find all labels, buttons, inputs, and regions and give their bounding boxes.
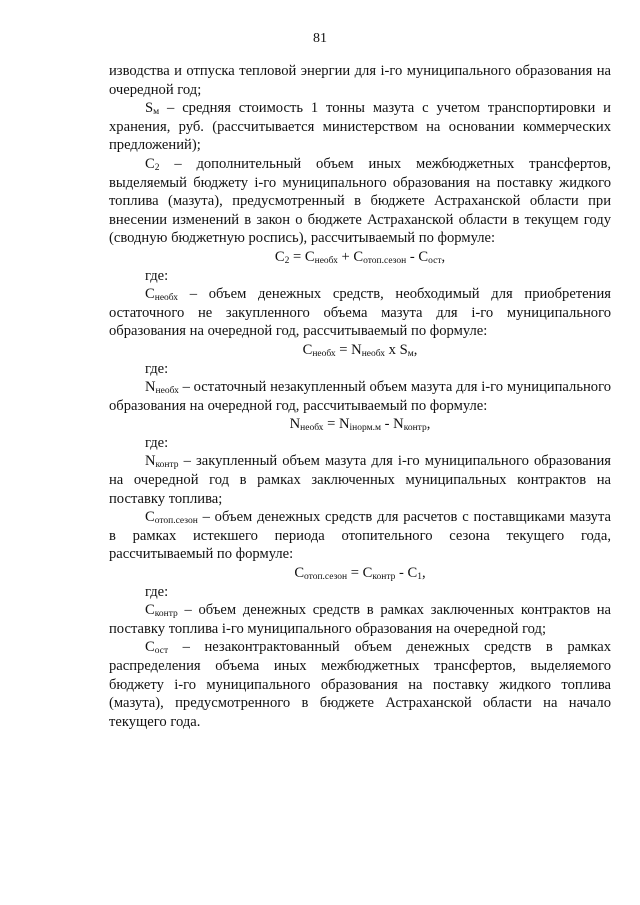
- symbol: C: [145, 639, 155, 656]
- formula-term: C: [407, 565, 418, 582]
- formula-term: C: [302, 341, 313, 358]
- formula-term: C: [304, 248, 315, 265]
- formula-subscript: 2: [284, 255, 290, 266]
- formula-subscript: необх: [314, 255, 338, 266]
- formula-nneobh: [109, 415, 611, 434]
- where-label: где:: [145, 583, 169, 600]
- symbol-subscript: контр: [155, 460, 179, 471]
- symbol: C: [145, 509, 155, 526]
- formula-subscript: необх: [361, 348, 385, 359]
- formula-operator: -: [395, 565, 408, 582]
- definition-text: – закупленный объем мазута для i-го муниципального образования на очередной год в рамках заключенных муниципальных контрактов на поставку топлива;: [109, 453, 611, 507]
- where-label: где:: [145, 360, 169, 377]
- paragraph-cost-definition: [109, 638, 611, 731]
- paragraph-sm-definition: [109, 99, 611, 155]
- symbol-subscript: контр: [154, 609, 178, 620]
- paragraph-cneobh-definition: [109, 285, 611, 341]
- formula-subscript: ост: [428, 255, 442, 266]
- formula-operator: -: [406, 248, 419, 265]
- definition-text: – объем денежных средств, необходимый для приобретения остаточного не закупленного объема мазута для i-го муниципального образования на очередной год, рассчитываемый по формуле:: [109, 286, 611, 340]
- paragraph-ckontr-definition: [109, 601, 611, 638]
- paragraph-nneobh-definition: [109, 378, 611, 415]
- definition-text: – дополнительный объем иных межбюджетных трансфертов, выделяемый бюджету i-го муниципального образования на поставку жидкого топлива (мазута), предусмотренный в бюджете Астраханской области при внесении изменений в закон о бюджете Астраханской области в текущем году (сводную бюджетную роспись), рассчитываемый по формуле:: [109, 155, 611, 247]
- paragraph-intro: изводства и отпуска тепловой энергии для i-го муниципального образования на очередной год;: [109, 63, 611, 98]
- formula-term: N: [289, 416, 301, 433]
- definition-text: – средняя стоимость 1 тонны мазута с учетом транспортировки и хранения, руб. (рассчитывается министерством на основании коммерческих предложений);: [109, 100, 611, 154]
- formula-subscript: отоп.сезон: [363, 255, 407, 266]
- definition-text: – незаконтрактованный объем денежных средств в рамках распределения объема иных межбюджетных трансфертов, выделяемого бюджету i-го муниципального образования на поставку жидкого топлива (мазута), предусмотренного в бюджете Астраханской области на начало текущего года.: [109, 639, 611, 730]
- formula-subscript: контр: [403, 423, 427, 434]
- page-number: 81: [313, 31, 327, 46]
- formula-term: C: [294, 565, 305, 582]
- formula-subscript: контр: [372, 572, 396, 583]
- symbol: C: [145, 602, 155, 619]
- formula-term: N: [351, 341, 362, 358]
- formula-operator: =: [289, 248, 305, 265]
- formula-term: C: [274, 248, 285, 265]
- formula-term: N: [338, 416, 350, 433]
- definition-text: – объем денежных средств в рамках заключенных контрактов на поставку топлива i-го муниципального образования на очередной год;: [109, 602, 611, 637]
- formula-term: N: [393, 416, 404, 433]
- formula-term: C: [362, 565, 373, 582]
- symbol-subscript: необх: [155, 386, 179, 397]
- document-body: [109, 62, 611, 731]
- formula-operator: -: [381, 416, 394, 433]
- symbol: N: [145, 379, 156, 396]
- formula-c2: [109, 248, 611, 267]
- where-label: где:: [145, 267, 169, 284]
- formula-subscript: необх: [300, 423, 324, 434]
- formula-operator: =: [335, 341, 352, 358]
- symbol: C: [145, 286, 155, 303]
- formula-operator: x: [384, 341, 400, 358]
- where-label: где:: [145, 434, 169, 451]
- symbol-subscript: ост: [154, 646, 169, 657]
- formula-operator: +: [337, 248, 354, 265]
- symbol: S: [145, 100, 154, 117]
- symbol: N: [145, 453, 156, 470]
- formula-punctuation: ,: [413, 341, 418, 358]
- formula-punctuation: ,: [422, 565, 426, 582]
- formula-term: S: [399, 341, 408, 358]
- formula-term: C: [353, 248, 364, 265]
- formula-operator: =: [323, 416, 339, 433]
- formula-punctuation: ,: [426, 416, 431, 433]
- symbol-subscript: необх: [154, 293, 179, 304]
- formula-subscript: необх: [312, 348, 336, 359]
- definition-text: – остаточный незакупленный объем мазута для i-го муниципального образования на очередной год, рассчитываемый по формуле:: [109, 379, 611, 414]
- symbol-subscript: м: [153, 107, 160, 118]
- formula-subscript: 1: [417, 572, 423, 583]
- formula-punctuation: ,: [441, 248, 446, 265]
- symbol: C: [145, 155, 155, 172]
- formula-subscript: м: [407, 348, 414, 359]
- formula-cneobh: [109, 341, 611, 360]
- symbol-subscript: 2: [154, 162, 160, 173]
- definition-text: – объем денежных средств для расчетов с поставщиками мазута в рамках истекшего периода отопительного сезона текущего года, рассчитываемый по формуле:: [109, 509, 611, 563]
- paragraph-c2-definition: [109, 155, 611, 248]
- paragraph-cotop-definition: [109, 508, 611, 564]
- formula-subscript: отоп.сезон: [304, 572, 348, 583]
- formula-subscript: iнорм.м: [349, 423, 381, 434]
- formula-operator: =: [347, 565, 363, 582]
- paragraph-nkontr-definition: [109, 452, 611, 508]
- formula-term: C: [418, 248, 429, 265]
- symbol-subscript: отоп.сезон: [154, 516, 198, 527]
- formula-cotop: [109, 564, 611, 583]
